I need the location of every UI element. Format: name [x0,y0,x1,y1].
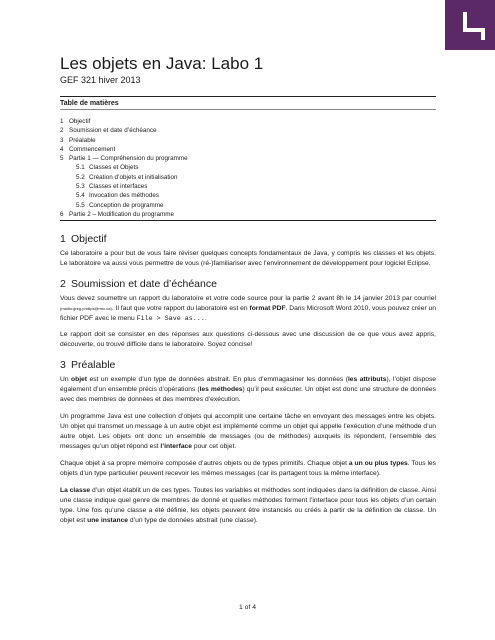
document-title: Les objets en Java: Labo 1 [60,54,264,73]
section-heading-soumission: 2 Soumission et date d’échéance [60,278,217,291]
toc-item[interactable]: 5 Partie 1 — Compréhension du programme [60,155,188,163]
toc-heading: Table de matières [60,96,436,110]
section-prealable-paragraph-3: Chaque objet à sa propre mémoire composée d’autres objets ou de types primitifs. Chaque objet a un ou plus types. Tous les objets d’un type particulier peuvent recevoir les mêmes messages (car ils partagent tous la même interface). [60,460,436,478]
menu-path: File > Save as... [136,315,205,324]
section-soumission-paragraph-2: Le rapport doit se consister en des réponses aux questions ci-dessous avec une discussion de ce que vous avez appris, découverte, ou trouvé difficile dans le laboratoire. Soyez concise! [60,331,436,349]
institution-logo [445,0,495,50]
section-heading-objectif: 1 Objectif [60,233,107,246]
section-soumission-paragraph: Vous devez soumettre un rapport du laboratoire et votre code source pour la partie 2 avant 8h le 14 janvier 2013 par courriel (mailto:greg.phillips@rmc.ca). Il faut que votre rapport du laboratoire est en format PDF. Dans Microsoft Word 2010, vous pouvez créer un fichier PDF avec le menu File > Save as.... [60,295,436,324]
document-page [60,54,436,526]
document-subtitle: GEF 321 hiver 2013 [60,75,141,85]
toc-subitem[interactable]: 5.3 Classes et interfaces [76,183,148,191]
toc-subitem[interactable]: 5.1 Classes et Objets [76,164,139,172]
section-prealable-paragraph-1: Un objet est un exemple d’un type de données abstrait. En plus d’emmagasiner les données (les attributs), l’objet dispose également d’un ensemble précis d’opérations (les méthodes) qu’il peut exécuter. Un objet est donc une structure de données avec des membres de données et des membres d’exécution. [60,376,437,404]
section-prealable-paragraph-2: Un programme Java est une collection d’objets qui accomplit une certaine tâche en envoyant des messages entre les objets. Un objet qui transmet un message à un autre objet est implémenté comme un objet qui appelle l’exécution d’une méthode d’un autre objet. Les objets ont donc un ensemble de messages (ou de méthodes) auxquels ils répondent, l’ensemble des messages qu’un objet répond est l’interface pour cet objet. [60,413,436,451]
toc-item[interactable]: 2 Soumission et date d’échéance [60,127,157,135]
table-of-contents [60,117,436,221]
toc-item[interactable]: 1 Objectif [60,118,91,125]
section-heading-prealable: 3 Préalable [60,359,116,372]
section-objectif-paragraph: Ce laboratoire a pour but de vous faire réviser quelques concepts fondamentaux de Java, y compris les classes et les objets. Le laboratoire va aussi vous permettre de vous (ré-)familiariser avec l’environnement de développement pour logiciel Eclipse. [60,250,436,268]
toc-subitem[interactable]: 5.2 Création d’objets et initialisation [76,173,178,181]
toc-subitem[interactable]: 5.4 Invocation des méthodes [76,192,160,200]
toc-item[interactable]: 3 Préalable [60,136,96,144]
section-prealable-paragraph-4: La classe d’un objet établit un de ces types. Toutes les variables et méthodes sont indiquées dans la définition de classe. Ainsi une classe indique quel genre de membres de donné et quelles méthodes forment l’interface pour tous les objets d’un certain type. Une fois qu’une classe a été définie, les objets peuvent être instanciés ou créés à partir de la définition de classe. Un objet est une instance d’un type de données abstrait (une classe). [60,487,436,525]
page-number: 1 of 4 [238,604,256,611]
institution-logo-icon [445,0,495,50]
email-link[interactable]: (mailto:greg.phillips@rmc.ca) [60,306,112,312]
toc-subitem[interactable]: 5.5 Conception de programme [76,201,164,209]
toc-item[interactable]: 6 Partie 2 – Modification du programme [60,210,436,221]
toc-item[interactable]: 4 Commencement [60,145,116,153]
